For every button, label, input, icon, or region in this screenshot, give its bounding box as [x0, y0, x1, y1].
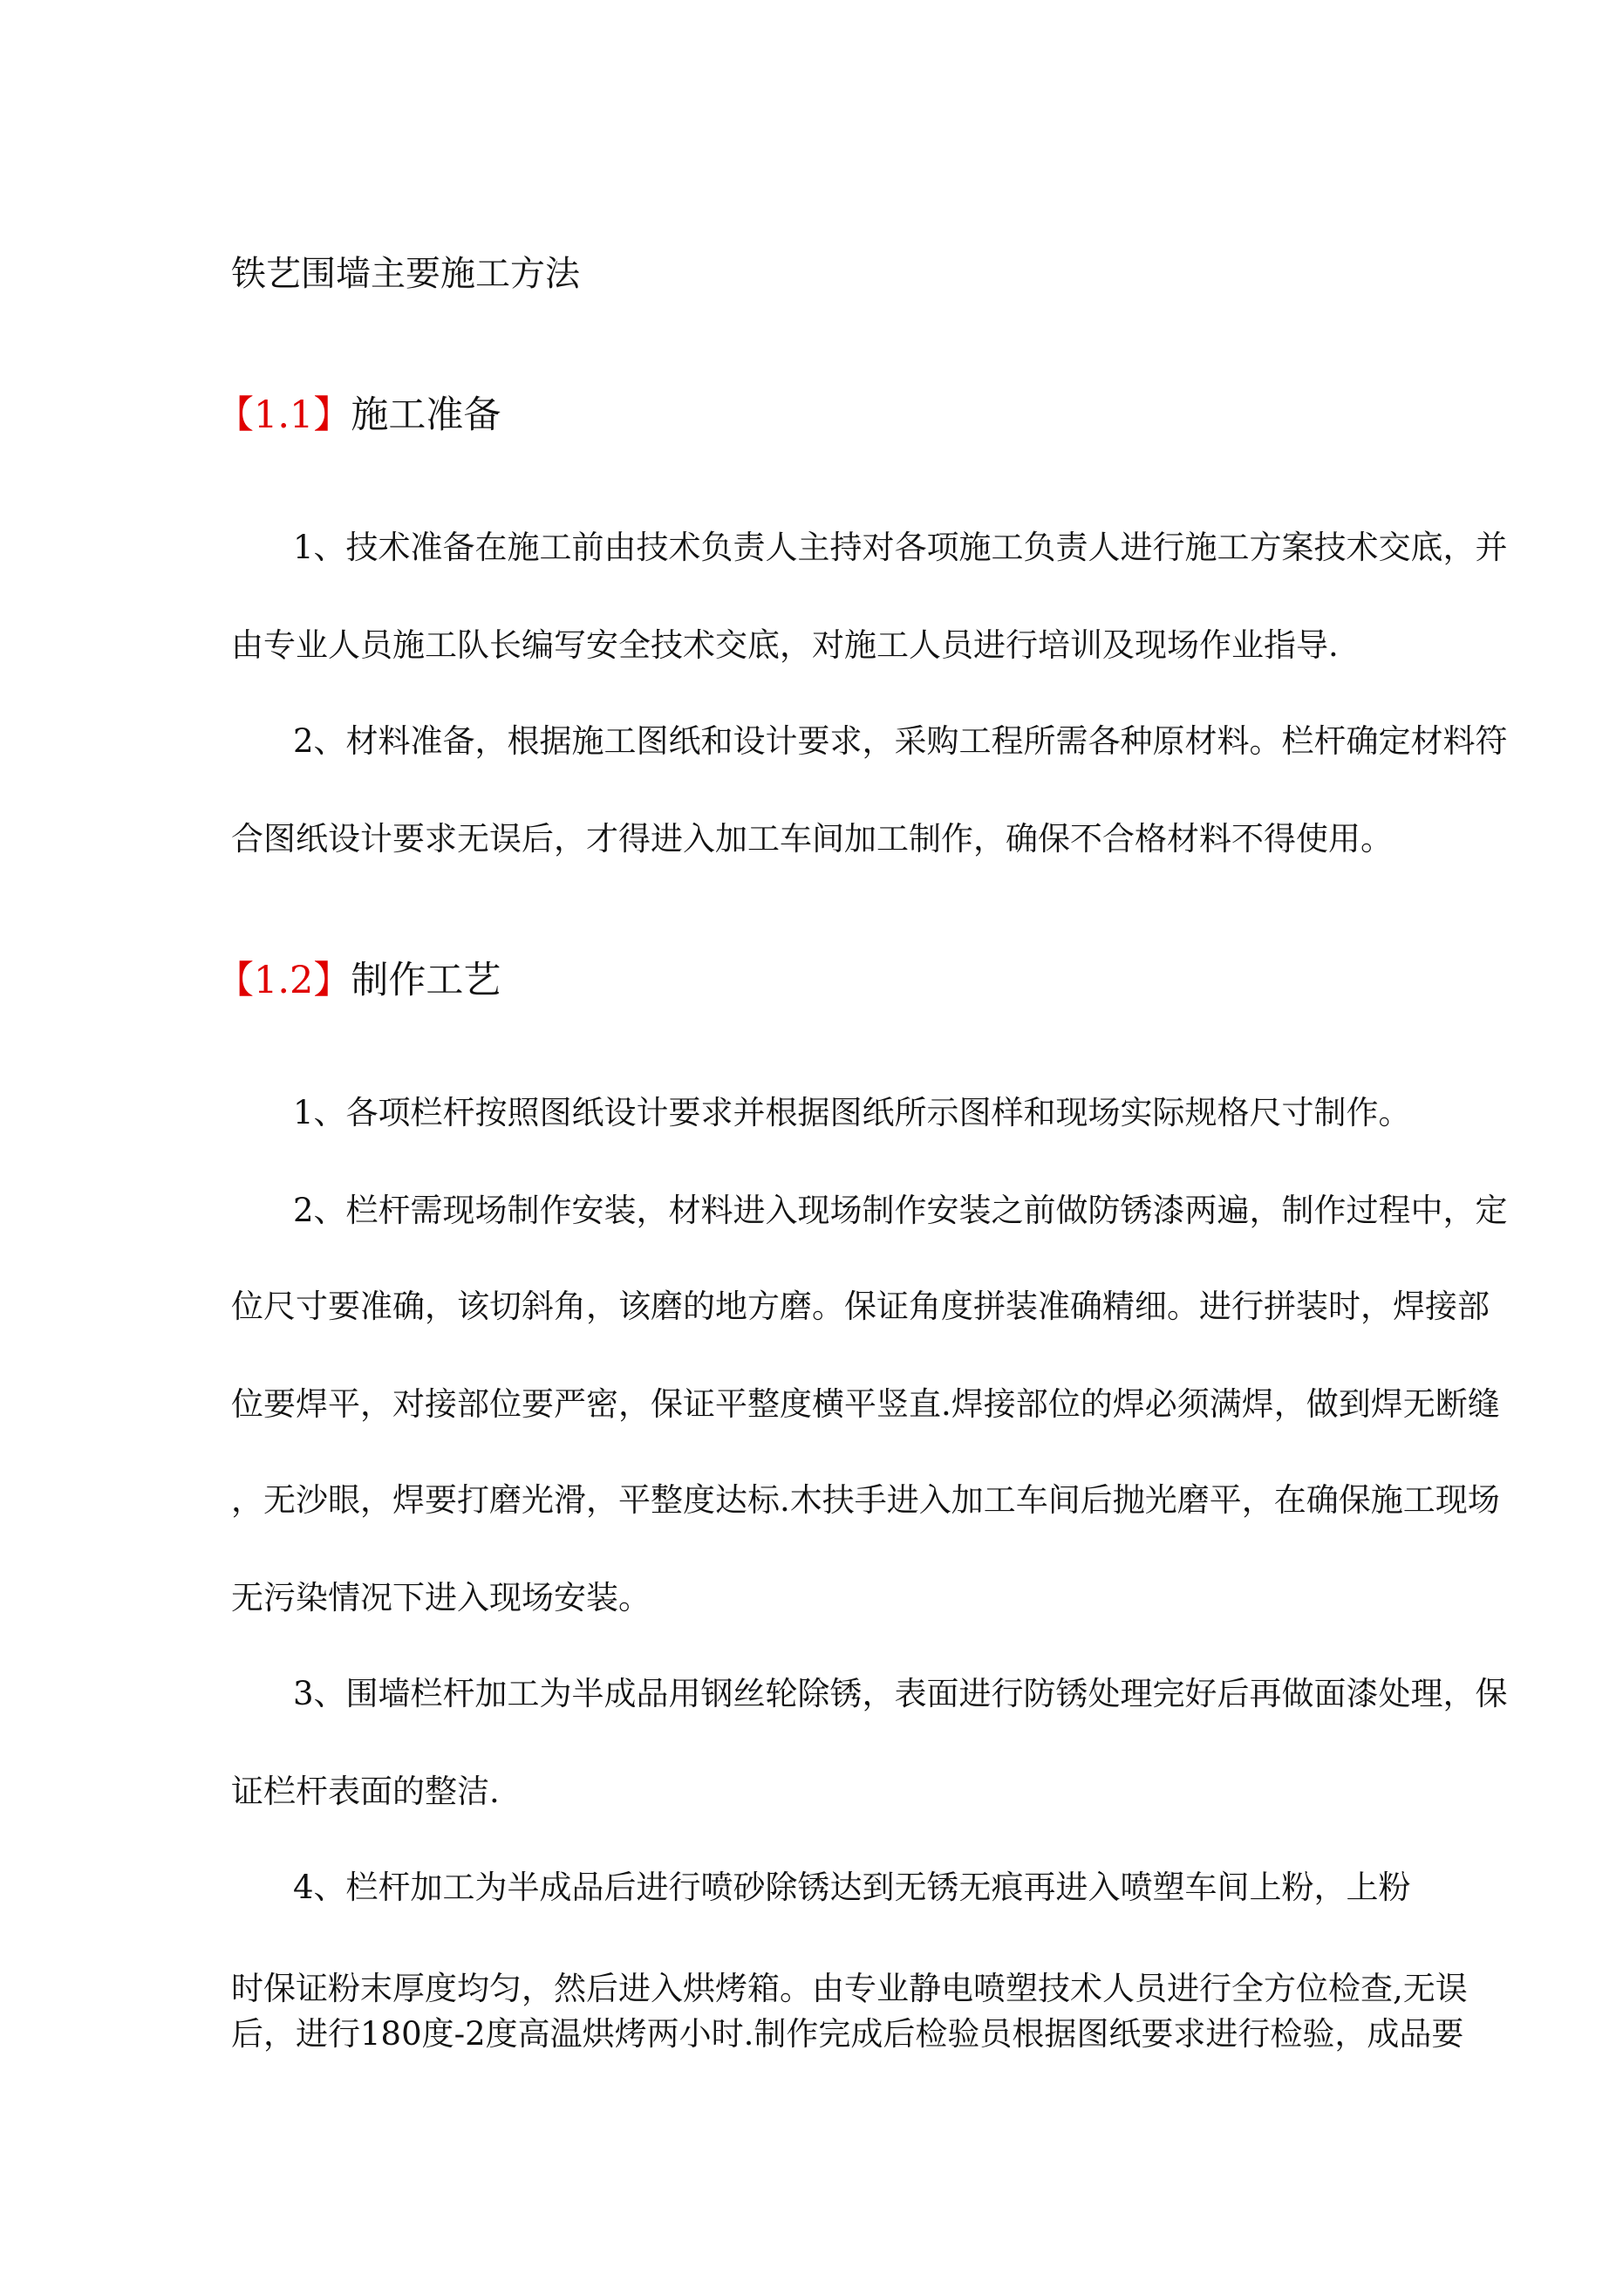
- section-number: 1.1: [254, 393, 314, 437]
- section-bracket-close: 】: [313, 959, 351, 1002]
- paragraph-line: 4、栏杆加工为半成品后进行喷砂除锈达到无锈无痕再进入喷塑车间上粉，上粉: [293, 1869, 1411, 1906]
- section-bracket-close: 】: [313, 393, 351, 437]
- paragraph-line: 位要焊平，对接部位要严密，保证平整度横平竖直.焊接部位的焊必须满焊，做到焊无断缝: [231, 1385, 1500, 1423]
- paragraph-line: 合图纸设计要求无误后，才得进入加工车间加工制作，确保不合格材料不得使用。: [231, 820, 1393, 858]
- section-heading-1-2: [216, 958, 501, 1003]
- paragraph-line: 无污染情况下进入现场安装。: [231, 1579, 651, 1616]
- paragraph-line: 后，进行180度-2度高温烘烤两小时.制作完成后检验员根据图纸要求进行检验，成品要: [231, 2015, 1464, 2053]
- paragraph-line: 证栏杆表面的整洁.: [231, 1773, 500, 1810]
- paragraph-line: 1、技术准备在施工前由技术负责人主持对各项施工负责人进行施工方案技术交底，并: [293, 529, 1508, 566]
- paragraph-line: 2、栏杆需现场制作安装，材料进入现场制作安装之前做防锈漆两遍，制作过程中，定: [293, 1192, 1508, 1229]
- section-title: 制作工艺: [351, 959, 501, 1002]
- section-title: 施工准备: [351, 393, 501, 437]
- paragraph-line: 由专业人员施工队长编写安全技术交底，对施工人员进行培训及现场作业指导.: [231, 626, 1339, 664]
- paragraph-line: ，无沙眼，焊要打磨光滑，平整度达标.木扶手进入加工车间后抛光磨平，在确保施工现场: [231, 1481, 1500, 1519]
- paragraph-line: 1、各项栏杆按照图纸设计要求并根据图纸所示图样和现场实际规格尺寸制作。: [293, 1094, 1411, 1131]
- paragraph-line: 位尺寸要准确，该切斜角，该磨的地方磨。保证角度拼装准确精细。进行拼装时，焊接部: [231, 1288, 1490, 1325]
- document-title: 铁艺围墙主要施工方法: [231, 254, 580, 294]
- section-heading-1-1: [216, 393, 501, 438]
- section-bracket-open: 【: [216, 959, 254, 1002]
- section-bracket-open: 【: [216, 393, 254, 437]
- paragraph-line: 2、材料准备，根据施工图纸和设计要求，采购工程所需各种原材料。栏杆确定材料符: [293, 722, 1508, 760]
- paragraph-line: 3、围墙栏杆加工为半成品用钢丝轮除锈，表面进行防锈处理完好后再做面漆处理，保: [293, 1675, 1508, 1712]
- paragraph-line: 时保证粉末厚度均匀，然后进入烘烤箱。由专业静电喷塑技术人员进行全方位检查,无误: [231, 1970, 1468, 2007]
- section-number: 1.2: [254, 959, 314, 1002]
